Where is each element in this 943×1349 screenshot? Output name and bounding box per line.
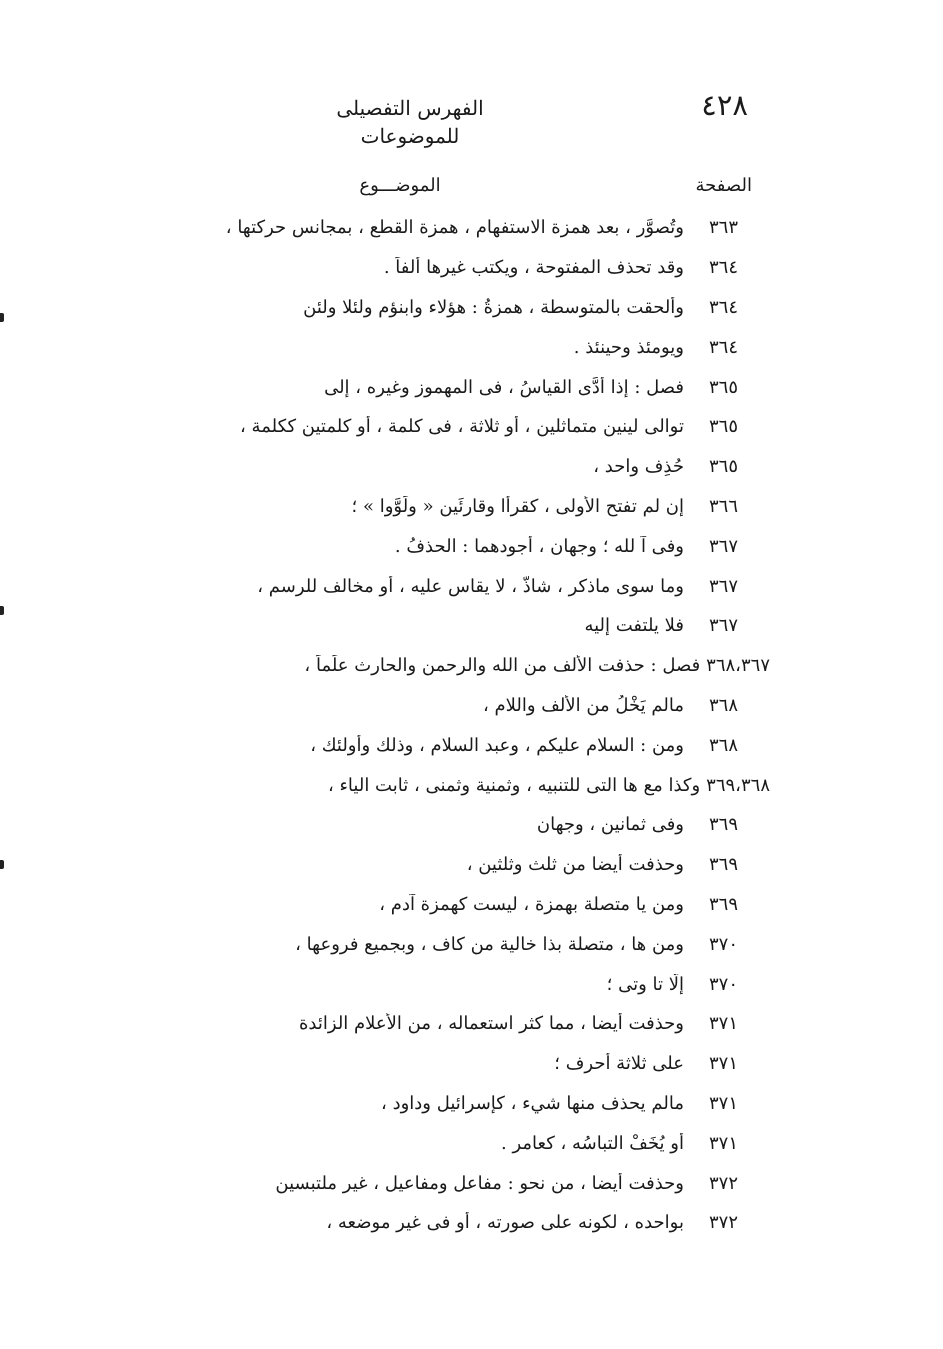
entry-page-number: ٣٦٨: [708, 694, 738, 716]
index-entry: [130, 447, 770, 487]
entry-page-number: ٣٦٥: [708, 416, 738, 438]
entry-page-number: ٣٦٥: [708, 376, 738, 398]
entry-topic: وألحقت بالمتوسطة ، همزةُ : هؤلاء وابنؤم ولئلا ولئن: [303, 296, 684, 318]
entry-page-number: ٣٦٩: [708, 854, 738, 876]
entry-topic: وفى ثمانين ، وجهان: [536, 814, 684, 836]
index-entry: [130, 487, 770, 527]
entry-page-number: ٣٧١: [708, 1053, 738, 1075]
entry-topic: وكذا مع ها التى للتنبيه ، وثمنية وثمنى ، ثابت الياء ،: [327, 774, 701, 796]
entry-page-number: ٣٦٣: [708, 217, 738, 239]
margin-mark: [0, 313, 4, 322]
entry-page-number: ٣٧٢: [708, 1172, 738, 1194]
entry-page-number: ٣٦٦: [708, 495, 738, 517]
running-title: الفهرس التفصيلى للموضوعات: [336, 96, 484, 148]
entry-topic: وتُصوَّر ، بعد همزة الاستفهام ، همزة القطع ، بمجانس حركتها ،: [225, 217, 684, 239]
entry-topic: ومن يا متصلة بهمزة ، ليست كهمزة آدم ،: [379, 893, 684, 915]
index-entry: [130, 526, 770, 566]
entry-topic: وما سوى ماذكر ، شاذٌّ ، لا يقاس عليه ، أو مخالف للرسم ،: [257, 575, 684, 597]
entry-topic: وحذفت أيضا ، مما كثر استعماله ، من الأعلام الزائدة: [299, 1013, 684, 1035]
index-entry: [130, 1004, 770, 1044]
entry-page-number: ٣٧٠: [708, 973, 738, 995]
entry-page-number: ٣٦٩: [708, 814, 738, 836]
entry-page-number: ٣٧١: [708, 1092, 738, 1114]
index-entry: [130, 1123, 770, 1163]
entry-page-number: ٣٦٧: [708, 615, 738, 637]
entry-topic: وقد تحذف المفتوحة ، ويكتب غيرها ألفاً .: [383, 257, 684, 279]
index-entry: [130, 367, 770, 407]
index-entry: [130, 725, 770, 765]
entry-topic: مالم يحذف منها شيء ، كإسرائيل وداود ،: [381, 1092, 684, 1114]
entry-topic: فلا يلتفت إليه: [584, 615, 684, 637]
index-entry: [130, 964, 770, 1004]
entry-page-number: ٣٦٥: [708, 456, 738, 478]
entry-topic: إلَّا تا وتى ؛: [606, 973, 684, 995]
entry-page-number: ٣٧٢: [708, 1212, 738, 1234]
index-entry: [130, 765, 770, 805]
index-entry-list: [130, 208, 770, 1243]
index-entry: [130, 606, 770, 646]
column-header-topic: الموضـــوع: [359, 175, 441, 196]
index-entry: [130, 646, 770, 686]
index-entry: [130, 686, 770, 726]
entry-topic: ويومئذ وحينئذ .: [573, 336, 684, 358]
entry-page-number: ٣٦٧: [708, 575, 738, 597]
entry-topic: أو يُخَفْ التباسُه ، كعامر .: [501, 1132, 684, 1154]
entry-page-number: ٣٦٩،٣٦٨: [706, 774, 770, 796]
index-entry: [130, 407, 770, 447]
entry-topic: وفى آ لله ؛ وجهان ، أجودهما : الحذفُ .: [394, 535, 684, 557]
entry-page-number: ٣٦٧: [708, 535, 738, 557]
index-entry: [130, 924, 770, 964]
entry-page-number: ٣٦٨،٣٦٧: [706, 655, 770, 677]
index-entry: [130, 1044, 770, 1084]
index-entry: [130, 1084, 770, 1124]
column-header-page: الصفحة: [695, 175, 752, 196]
entry-page-number: ٣٦٤: [708, 336, 738, 358]
entry-topic: فصل : إذا أدَّى القياسُ ، فى المهموز وغيره ، إلى: [324, 376, 684, 398]
entry-page-number: ٣٧١: [708, 1013, 738, 1035]
entry-topic: فصل : حذفت الألف من الله والرحمن والحارث علَماً ،: [304, 655, 701, 677]
entry-topic: مالم يَخْلُ من الألف واللام ،: [482, 694, 684, 716]
entry-topic: وحذفت أيضا من ثلث وثلثين ،: [466, 854, 684, 876]
entry-page-number: ٣٦٩: [708, 893, 738, 915]
entry-page-number: ٣٦٤: [708, 257, 738, 279]
index-entry: [130, 566, 770, 606]
margin-mark: [0, 606, 4, 615]
entry-topic: إن لم تفتح الأُولى ، كقرأا وقارئَين « ولَوَّوا » ؛: [351, 495, 684, 517]
index-entry: [130, 1203, 770, 1243]
index-entry: [130, 327, 770, 367]
entry-page-number: ٣٦٨: [708, 734, 738, 756]
index-entry: [130, 885, 770, 925]
entry-topic: بواحده ، لكونه على صورته ، أو فى غير موضعه ،: [326, 1212, 684, 1234]
entry-page-number: ٣٧١: [708, 1132, 738, 1154]
index-entry: [130, 805, 770, 845]
margin-mark: [0, 860, 4, 869]
index-entry: [130, 248, 770, 288]
index-entry: [130, 288, 770, 328]
page-number: ٤٢٨: [701, 88, 748, 122]
index-entry: [130, 845, 770, 885]
entry-topic: وحذفت أيضا ، من نحو : مفاعل ومفاعيل ، غير ملتبسين: [275, 1172, 684, 1194]
entry-topic: توالى لينين متماثلين ، أو ثلاثة ، فى كلمة ، أو كلمتين ككلمة ،: [240, 416, 684, 438]
entry-topic: حُذِف واحد ،: [593, 456, 684, 478]
entry-topic: ومن ها ، متصلة بذا خالية من كاف ، وبجميع فروعها ،: [295, 933, 684, 955]
entry-topic: ومن : السلام عليكم ، وعبد السلام ، وذلك وأولئك ،: [310, 734, 684, 756]
index-entry: [130, 208, 770, 248]
entry-page-number: ٣٧٠: [708, 933, 738, 955]
entry-topic: على ثلاثة أحرف ؛: [554, 1053, 684, 1075]
index-entry: [130, 1163, 770, 1203]
entry-page-number: ٣٦٤: [708, 296, 738, 318]
